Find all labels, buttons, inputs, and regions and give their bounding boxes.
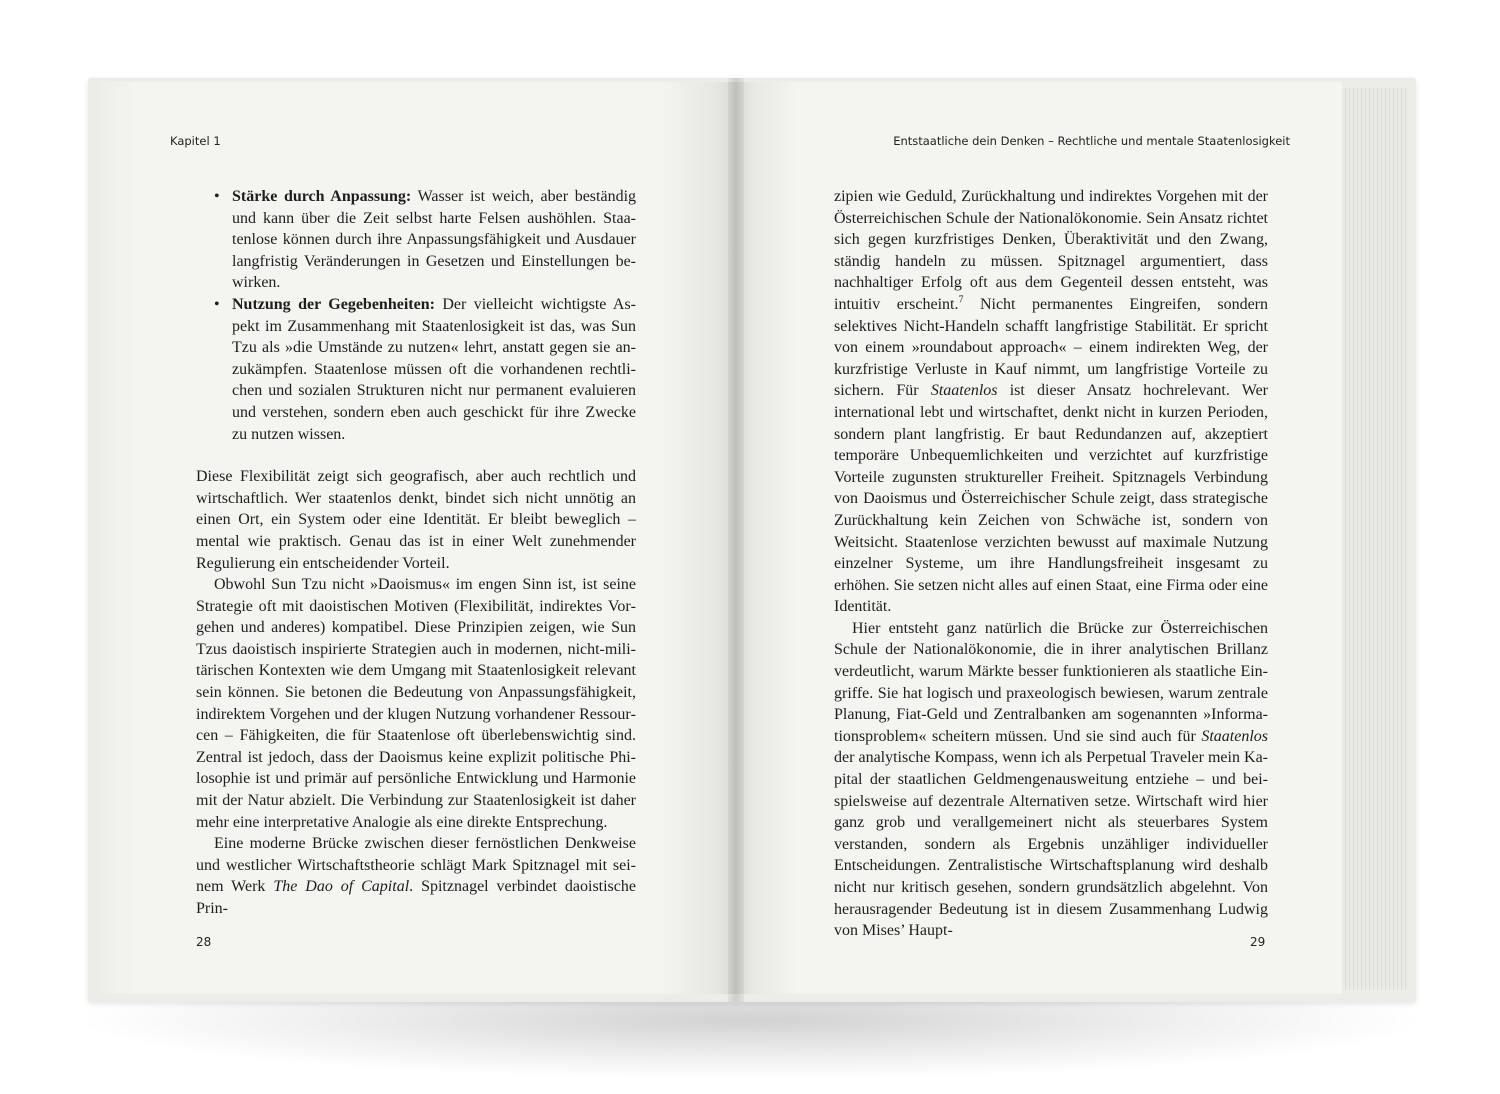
bullet-term: Stärke durch Anpassung:	[232, 188, 412, 205]
paragraph	[834, 618, 1268, 942]
paragraph: Diese Flexibilität zeigt sich geografisch, aber auch rechtlich und wirtschaftlich. Wer staatenlos denkt, bindet sich nicht unnötig an einen Ort, ein System oder eine Identität. Er bleibt beweglich – mental wie praktisch. Genau das ist in einer Welt zunehmender Regulierung ein entscheidender Vorteil.	[196, 468, 636, 572]
book-title: Staatenlos	[1201, 727, 1268, 745]
book-title: Staatenlos	[930, 382, 998, 400]
bullet-text: Der vielleicht wichtigste Aspekt im Zusammenhang mit Staatenlosigkeit ist das, was Sun Tzu als »die Umstände zu nutzen« lehrt, anstatt gegen sie anzukämpfen. Staatenlose müssen oft die vorhandenen rechtlichen und sozialen Strukturen nicht nur permanent evaluieren und verstehen, sondern eben auch geschickt für ihre Zwecke zu nutzen wissen.	[232, 295, 636, 443]
book-title: The Dao of Capital	[273, 878, 410, 896]
page-number-left: 28	[196, 935, 212, 949]
paragraph-text: der analytische Kompass, wenn ich als Perpetual Traveler mein Kapital der staatlichen Geldmengenausweitung entziehe – und beispielsweise auf dezentrale Alternativen setze. Wirtschaft wird hier ganz grob und verallgemeinert nicht als steuerbares System verstanden, sondern als Ergebnis unzähliger individueller Entscheidungen. Zentralistische Wirtschaftsplanung wird deshalb nicht nur kritisch gesehen, sondern grundsätzlich abgelehnt. Von herausragender Bedeutung ist in diesem Zusammenhang Ludwig von Mises’ Haupt-	[834, 749, 1268, 940]
bullet-dot: •	[214, 188, 220, 205]
paragraph-text: Nicht permanentes Eingreifen, sondern selektives Nicht-Handeln schafft langfristige Stabilität. Er spricht von einem »roundabout approach« – einem indirekten Weg, der kurzfristige Verluste in Kauf nimmt, um langfristige Vorteile zu sichern. Für	[834, 295, 1268, 400]
page-number-right: 29	[1250, 935, 1266, 949]
running-head-left: Kapitel 1	[170, 134, 221, 148]
bullet-item	[196, 186, 636, 294]
bullet-term: Nutzung der Gegebenheiten:	[232, 295, 435, 313]
book-spine	[728, 78, 744, 1002]
bullet-item	[196, 294, 636, 445]
left-page-text	[196, 186, 636, 920]
paragraph	[834, 186, 1268, 618]
running-head-right: Entstaatliche dein Denken – Rechtliche und mentale Staatenlosigkeit	[893, 134, 1290, 148]
bullet-list	[196, 186, 636, 445]
paragraph-text: . Spitznagel verbindet daoistische Prin-	[196, 878, 636, 917]
paragraph-text: Eine moderne Brücke zwischen dieser fernöstlichen Denkweise und westlicher Wirtschaftstheorie schlägt Mark Spitznagel mit seinem Werk	[196, 835, 636, 896]
bullet-dot: •	[214, 295, 220, 313]
right-page-text	[834, 186, 1268, 942]
page-edges	[1342, 88, 1408, 990]
paragraph: Obwohl Sun Tzu nicht »Daoismus« im engen Sinn ist, ist seine Strategie oft mit daoistischen Motiven (Flexibilität, indirektes Vorgehen und anderes) kompatibel. Diese Prinzipien zeigen, wie Sun Tzus daoistisch inspirierte Strategien auch in modernen, nicht-militärischen Kontexten wie dem Umgang mit Staatenlosigkeit relevant sein können. Sie betonen die Bedeutung von Anpassungsfähigkeit, indirektem Vorgehen und der klugen Nutzung vorhandener Ressourcen – Fähigkeiten, die für Staatenlose oft überlebenswichtig sind. Zentral ist jedoch, dass der Daoismus keine explizit politische Philosophie ist und primär auf persönliche Entwicklung und Harmonie mit der Natur abzielt. Die Verbindung zur Staatenlosigkeit ist daher mehr eine interpretative Analogie als eine direkte Entsprechung.	[196, 576, 636, 831]
paragraph-text: ist dieser Ansatz hochrelevant. Wer international lebt und wirtschaftet, denkt nicht in kurzen Perioden, sondern plant langfristig. Er baut Redundanzen auf, akzeptiert temporäre Unbequemlichkeiten und verzichtet auf kurzfristige Vorteile zugunsten struktureller Freiheit. Spitznagels Verbindung von Daoismus und Österreichischer Schule zeigt, dass strategische Zurückhaltung kein Zeichen von Schwäche ist, sondern von Weitsicht. Staatenlose verzichten bewusst auf maximale Nutzung einzelner Systeme, um ihre Handlungsfreiheit insgesamt zu erhöhen. Sie setzen nicht alles auf einen Staat, eine Firma oder eine Identität.	[834, 382, 1268, 616]
paragraph-text: Hier entsteht ganz natürlich die Brücke zur Österreichischen Schule der Nationalökonomie, die in ihrer analytischen Brillanz verdeutlicht, warum Märkte besser funktionieren als staatliche Eingriffe. Sie hat logisch und praxeologisch bewiesen, warum zentrale Planung, Fiat-Geld und Zentralbanken am sogenannten »Informationsproblem« scheitern müssen. Und sie sind auch für	[834, 619, 1268, 745]
footnote-ref: 7	[958, 294, 964, 306]
paragraph-text: zipien wie Geduld, Zurückhaltung und indirektes Vorgehen mit der Österreichischen Schule der Nationalökonomie. Sein Ansatz richtet sich gegen kurzfristiges Denken, Überaktivität und den Zwang, ständig handeln zu müssen. Spitznagel argumentiert, dass nachhaltiger Erfolg oft aus dem Gegenteil dessen entsteht, was intuitiv erscheint.	[834, 188, 1268, 313]
paragraph	[196, 833, 636, 919]
bullet-text: Wasser ist weich, aber beständig und kann über die Zeit selbst harte Felsen aushöhlen. Staatenlose können durch ihre Anpassungsfähigkeit und Ausdauer langfristig Veränderungen in Gesetzen und Einstellungen bewirken.	[232, 188, 637, 292]
